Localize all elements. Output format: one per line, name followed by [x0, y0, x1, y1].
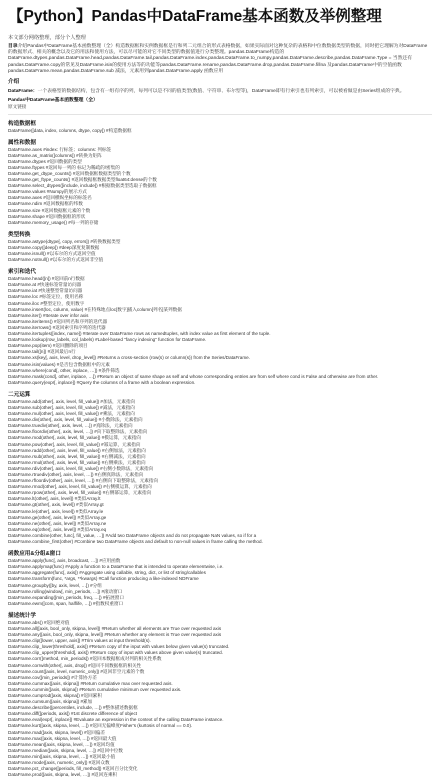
code-line: DataFrame.axes #返回横纵坐标的标签名: [8, 195, 92, 201]
code-line: DataFrame.median([axis, skipna, level, …]) #返回中位数: [8, 747, 123, 753]
code-line: DataFrame.values #Numpy的展示方式: [8, 189, 87, 195]
code-line: DataFrame.iter() #Iterate over infor axis: [8, 312, 89, 318]
code-line: DataFrame.corr([method, min_periods]) #返回本数据框成对列的相关性系数: [8, 656, 162, 662]
code-line: DataFrame.axes #index: 行标签；columns: 列标签: [8, 146, 112, 152]
code-line: DataFrame.pow(other[, axis, level, fill_value]) #幂运算，元素指向: [8, 441, 141, 447]
code-line: DataFrame.at #快速标签常量访问器: [8, 282, 82, 288]
intro-paragraph: [8, 44, 432, 75]
code-line: DataFrame.astype(dtype[, copy, errors]) #转换数据类型: [8, 238, 121, 244]
code-line: DataFrame.rpow(other[, axis, level, fill_value]) #右侧幂运算，元素指向: [8, 490, 152, 496]
code-line: DataFrame.rolling(window[, min_periods, …]) #滚动窗口: [8, 588, 123, 594]
code-line: DataFrame([data, index, columns, dtype, copy]) #构造数据框: [8, 127, 132, 133]
section-heading: 描述统计学: [8, 612, 36, 619]
section-divider: [8, 114, 432, 115]
code-line: DataFrame.sub(other[, axis, level, fill_value]) #减法，元素指向: [8, 404, 135, 410]
code-line: DataFrame.gt(other[, axis, level]) #类似Array.gt: [8, 502, 104, 508]
code-line: DataFrame.combine_first(other) #Combine two DataFrame objects and default to non-null values in frame calling the method.: [8, 539, 263, 545]
code-line: DataFrame.kurt([axis, skipna, level, …]) #返回无偏峰度Fisher's (kurtosis of normal == 0.0).: [8, 723, 193, 729]
code-line: DataFrame.eval(expr[, inplace]) #Evaluate an expression in the context of the calling DataFrame instance.: [8, 717, 224, 723]
code-line: DataFrame.ndim #返回数据框的纬数: [8, 201, 83, 207]
code-line: DataFrame.rmul(other[, axis, level, fill_value]) #右侧乘法，元素指向: [8, 459, 146, 465]
section-heading: 构造数据框: [8, 120, 36, 127]
code-line: DataFrame.notnull() #以布尔的方式返回非空值: [8, 257, 104, 263]
code-line: DataFrame.mul(other[, axis, level, fill_value]) #乘法，元素指向: [8, 411, 135, 417]
code-line: DataFrame.clip_upper(threshold[, axis]) #Return copy of input with values above given value(s) truncated.: [8, 650, 223, 656]
code-line: DataFrame.cumprod([axis, skipna]) #返回累积: [8, 693, 102, 699]
code-line: DataFrame.mean([axis, skipna, level, …]) #返回均值: [8, 741, 115, 747]
page-title: 【Python】Pandas中DataFrame基本函数及举例整理: [8, 8, 382, 25]
code-line: DataFrame.isnull() #以布尔的方式返回空值: [8, 251, 96, 257]
code-line: DataFrame.apply(func[, axis, broadcast, …]) #应用函数: [8, 558, 121, 564]
code-line: DataFrame.mask(cond[, other, inplace, …]) #Return an object of same shape as self and whose corresponding entries are from self where cond is False and otherwise are from other.: [8, 373, 379, 379]
code-line: DataFrame.prod([axis, skipna, level, …]) #返回连乘积: [8, 772, 118, 778]
code-line: DataFrame.iloc #整型定位，使用数字: [8, 300, 85, 306]
paragraph: [8, 89, 432, 95]
code-line: DataFrame.iat #快速整型常量访问器: [8, 288, 83, 294]
code-line: DataFrame.cumsum([axis, skipna]) #累加: [8, 699, 93, 705]
code-line: DataFrame.applymap(func) #Apply a function to a DataFrame that is intended to operate elementwise, i.e.: [8, 564, 224, 570]
code-line: DataFrame.min([axis, skipna, level, …]) #返回最小值: [8, 753, 116, 759]
code-line: DataFrame.transform(func, *args, **kwargs) #Call function producing a like-indexed NDFrame: [8, 576, 199, 582]
code-line: DataFrame.div(other[, axis, level, fill_value]) #小数除法，元素指向: [8, 417, 143, 423]
paragraph-lead: Pandas中DataFrame基本函数整理（全）: [8, 98, 98, 104]
code-line: DataFrame.mod(other[, axis, level, fill_value]) #模运算，元素指向: [8, 435, 142, 441]
code-line: DataFrame.expanding([min_periods, freq, …]) #拓展窗口: [8, 594, 124, 600]
section-heading: 类型转换: [8, 231, 31, 238]
code-line: 原文链接: [8, 104, 27, 110]
code-line: DataFrame.all([axis, bool_only, skipna, level]) #Return whether all elements are True over requested axis: [8, 625, 222, 631]
sections-container: [8, 78, 432, 778]
code-line: DataFrame.iterrows() #返回索引和序列的迭代器: [8, 324, 106, 330]
code-line: DataFrame.truediv(other[, axis, level, …]) #真除法，元素指向: [8, 423, 133, 429]
code-line: DataFrame.count([axis, level, numeric_only]) #返回非空元素的个数: [8, 668, 145, 674]
code-line: DataFrame.le(other[, axis, level]) #类似Array.le: [8, 508, 104, 514]
code-line: DataFrame.xs(key[, axis, level, drop_level]) #Returns a cross-section (row(s) or column(s)) from the Series/DataFrame.: [8, 355, 251, 361]
code-line: DataFrame.iteritems() #返回列名和序列的迭代器: [8, 318, 108, 324]
code-line: DataFrame.diff([periods, axis]) #1st discrete difference of object: [8, 711, 138, 717]
code-line: DataFrame.eq(other[, axis, level]) #类似Array.eq: [8, 526, 107, 532]
code-line: DataFrame.memory_usage() #每一列的存储: [8, 219, 99, 225]
code-line: DataFrame.cov([min_periods]) #计算协方差: [8, 674, 97, 680]
code-line: DataFrame.copy([deep]) #deep深度复制数据: [8, 244, 100, 250]
code-line: DataFrame.aggregate(func[, axis]) #Aggregate using callable, string, dict, or list of string/callables: [8, 570, 206, 576]
code-line: DataFrame.lookup(row_labels, col_labels) #Label-based "fancy indexing" function for DataFrame.: [8, 337, 207, 343]
code-line: DataFrame.size #返回数据框元素的个数: [8, 207, 91, 213]
code-line: DataFrame.pct_change([periods, fill_method]) #返回百分比变化: [8, 766, 138, 772]
code-line: DataFrame.mad([axis, skipna, level]) #返回偏差: [8, 729, 106, 735]
code-line: DataFrame.cummin([axis, skipna]) #Return cumulative minimum over requested axis.: [8, 686, 182, 692]
intro-label: 目录: [8, 44, 18, 49]
code-line: DataFrame.itertuples([index, name]) #Iterate over DataFrame rows as namedtuples, with index value as first element of the tuple.: [8, 331, 271, 337]
code-line: DataFrame.corrwith(other[, axis, drop]) #返回不同数据框的相关性: [8, 662, 142, 668]
code-line: DataFrame.rtruediv(other[, axis, level, …]) #右侧真除法，元素指向: [8, 472, 144, 478]
code-line: DataFrame.groupby([by, axis, level, …]) #分组: [8, 582, 102, 588]
code-line: DataFrame.add(other[, axis, level, fill_value]) #加法，元素指向: [8, 398, 136, 404]
code-line: DataFrame.ewm([com, span, halflife, …]) #指数权重窗口: [8, 600, 124, 606]
source-note: 本文部分网络整理，部分个人整理: [8, 35, 86, 41]
code-line: DataFrame.loc #标签定位，使用名称: [8, 294, 84, 300]
code-line: DataFrame.radd(other[, axis, level, fill_value]) #右侧加法，元素指向: [8, 447, 146, 453]
paragraph-text: 一个表格型的数据结构，包含有一组有序的列，每列可以是不同的值类型(数值、字符串、布尔型等)，DataFrame即有行索引也有列索引，可以被看做是由Series组成的字典。: [37, 89, 405, 95]
code-line: DataFrame.dtypes #返回数据的类型: [8, 158, 82, 164]
section-heading: 介绍: [8, 79, 20, 86]
code-line: DataFrame.max([axis, skipna, level, …]) #返回最大值: [8, 735, 117, 741]
code-line: DataFrame.isin(values) #是否包含数据框中的元素: [8, 361, 110, 367]
code-line: DataFrame.rfloordiv(other[, axis, level, …]) #右侧向下取整除法，元素指向: [8, 478, 159, 484]
code-line: DataFrame.floordiv(other[, axis, level, …]) #向下取整除法，元素指向: [8, 429, 148, 435]
code-line: DataFrame.describe([percentiles, include, …]) #整体描述数据框: [8, 705, 138, 711]
code-line: DataFrame.where(cond[, other, inplace, …]) #条件筛选: [8, 367, 120, 373]
code-line: DataFrame.tail([n]) #返回最后n行: [8, 349, 76, 355]
code-line: DataFrame.as_matrix([columns]) #转换为矩阵: [8, 152, 102, 158]
code-line: DataFrame.shape #返回数据框的形状: [8, 213, 86, 219]
section-heading: 函数应用&分组&窗口: [8, 551, 61, 558]
code-line: DataFrame.pop(item) #返回删除的项目: [8, 343, 88, 349]
code-line: DataFrame.ge(other[, axis, level]) #类似Array.ge: [8, 514, 107, 520]
code-line: DataFrame.clip_lower(threshold[, axis]) #Return copy of the input with values below given value(s) truncated.: [8, 644, 230, 650]
code-line: DataFrame.head([n]) #返回前n行数据: [8, 276, 85, 282]
section-heading: 索引和迭代: [8, 269, 36, 276]
code-line: DataFrame.abs() #返回绝对值: [8, 619, 70, 625]
code-line: DataFrame.lt(other[, axis, level]) #类似Array.lt: [8, 496, 101, 502]
code-line: DataFrame.rsub(other[, axis, level, fill_value]) #右侧减法，元素指向: [8, 453, 146, 459]
code-line: DataFrame.any([axis, bool_only, skipna, level]) #Return whether any element is True over requested axis: [8, 632, 222, 638]
code-line: DataFrame.ne(other[, axis, level]) #类似Array.ne: [8, 520, 107, 526]
code-line: DataFrame.rmod(other[, axis, level, fill_value]) #右侧模运算，元素指向: [8, 484, 152, 490]
section-heading: 属性和数据: [8, 139, 36, 146]
code-line: DataFrame.ftypes #返回每一列的 标记为稀疏的/密集的: [8, 164, 120, 170]
code-line: DataFrame.mode([axis, numeric_only]) #返回众数: [8, 760, 110, 766]
code-line: DataFrame.get_ftype_counts() #返回数据框数据类型float64:dense的个数: [8, 177, 157, 183]
intro-text: 介绍Pandas中DataFrame基本函数整理（全）构造数据框和实例数据框是行和列二元组合的形式表格数据，如果实际面对这种复杂的表格和中位数数据类型的数据，同时把它理解为对DataFrame的数据形式、相关的概念以及它的用法和使用方法，可以尽可能的对它不同类型的数据值进行分类整理。pandas.DataFrame构造的DataFrame.dtypes,pandas.DataFrame.head,pandas.DataFrame.tail,pandas.DataFrame.index,pandas.DataFrame.to_numpy,pandas.DataFrame.describe,pandas.DataFrame.Type = 当然还有 pandas.DataFrame.copy的常见及DataFrame.isin的使用方法等的功能等pandas.DataFrame.rename,pandas.DataFrame.drop,pandas.DataFrame.fillna 及pandas.DataFrame中的空值函数pandas.DataFrame.mean,pandas.DataFrame.sub 减法，元素用到pandas.DataFrame.apply 函数应用: [8, 44, 428, 74]
code-line: DataFrame.get_dtype_counts() #返回数据框数据类型的个数: [8, 170, 131, 176]
code-line: DataFrame.clip([lower, upper, axis]) #Trim values at input threshold(s).: [8, 638, 151, 644]
article-body: [8, 44, 432, 778]
code-line: DataFrame.select_dtypes([include, include]) #根据数据类型选取子数据框: [8, 183, 157, 189]
code-line: DataFrame.rdiv(other[, axis, level, fill_value]) #右侧小数除法，元素指向: [8, 465, 154, 471]
paragraph-lead: DataFrame：: [8, 89, 38, 95]
section-heading: 二元运算: [8, 391, 31, 398]
code-line: DataFrame.cummax([axis, skipna]) #Return cumulative max over requested axis.: [8, 680, 173, 686]
code-line: DataFrame.query(expr[, inplace]) #Query the columns of a frame with a boolean expression.: [8, 379, 196, 385]
code-line: DataFrame.insert(loc, column, value) #在特殊地点loc[数字]插入column[列名]某列数据: [8, 306, 182, 312]
code-line: DataFrame.combine(other, func[, fill_value, …]) #Add two DataFrame objects and do not propagate NaN values, so if for a: [8, 532, 257, 538]
